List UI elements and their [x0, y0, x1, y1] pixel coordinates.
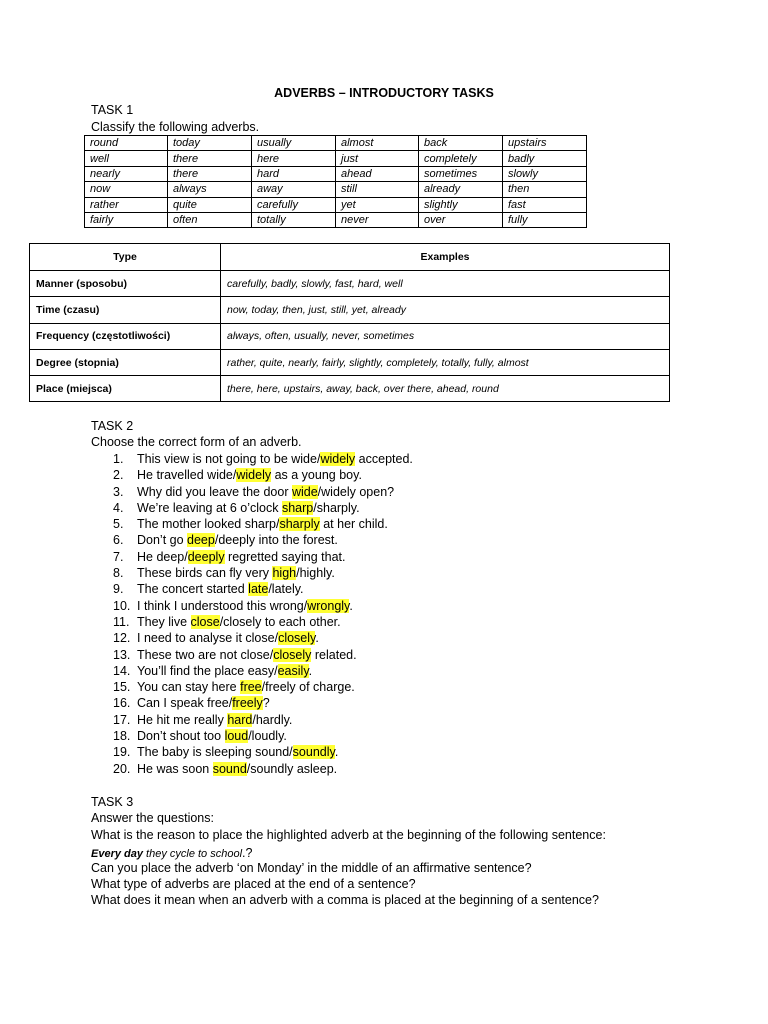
sentence-end: /closely to each other. — [219, 614, 341, 629]
sentence-start: The baby is sleeping sound/ — [137, 745, 293, 760]
task3-instruction: Answer the questions: — [91, 811, 214, 825]
sentence-end: ? — [262, 696, 270, 711]
document-title: ADVERBS – INTRODUCTORY TASKS — [274, 86, 494, 100]
adverb-cell: now — [85, 182, 168, 197]
adverb-grid-row — [85, 182, 587, 197]
adverb-cell: hard — [252, 166, 336, 181]
highlighted-answer: easily — [277, 663, 309, 678]
adverb-cell: just — [336, 151, 419, 166]
exercise-item — [91, 712, 691, 728]
highlighted-answer: loud — [224, 729, 249, 744]
task2-heading: TASK 2 — [91, 419, 134, 433]
exercise-item — [91, 532, 691, 548]
task3-question-3: What type of adverbs are placed at the end of a sentence? — [91, 877, 416, 891]
adverb-cell: round — [85, 136, 168, 151]
exercise-item — [91, 484, 691, 500]
sentence-start: You’ll find the place easy/ — [137, 663, 278, 678]
sentence-end: /lately. — [268, 582, 304, 597]
highlighted-answer: closely — [278, 631, 316, 646]
item-number: 16. — [113, 696, 131, 711]
sentence-end: /loudly. — [248, 729, 287, 744]
highlighted-answer: late — [248, 582, 269, 597]
sentence-start: Don’t shout too — [137, 729, 225, 744]
examples-cell: always, often, usually, never, sometimes — [221, 323, 670, 349]
sentence-start: He hit me really — [137, 712, 228, 727]
adverb-cell: away — [252, 182, 336, 197]
adverb-cell: back — [419, 136, 503, 151]
adverb-cell: rather — [85, 197, 168, 212]
adverb-cell: carefully — [252, 197, 336, 212]
item-number: 8. — [113, 566, 124, 581]
sentence-start: They live — [137, 614, 191, 629]
item-number: 2. — [113, 468, 124, 483]
adverb-cell: usually — [252, 136, 336, 151]
adverb-cell: there — [168, 166, 252, 181]
adverb-cell: always — [168, 182, 252, 197]
sentence-start: Why did you leave the door — [137, 484, 292, 499]
exercise-item — [91, 647, 691, 663]
exercise-item — [91, 581, 691, 597]
adverb-cell: completely — [419, 151, 503, 166]
sentence-end: /highly. — [296, 566, 335, 581]
task3-question-4: What does it mean when an adverb with a comma is placed at the beginning of a sentence? — [91, 893, 599, 907]
sentence-start: These two are not close/ — [137, 647, 274, 662]
sentence-end: /deeply into the forest. — [214, 533, 338, 548]
sentence-start: You can stay here — [137, 680, 241, 695]
type-column-header: Type — [30, 244, 221, 271]
type-cell: Manner (sposobu) — [30, 271, 221, 297]
task3-question-2: Can you place the adverb ‘on Monday’ in the middle of an affirmative sentence? — [91, 861, 532, 875]
sentence-start: He travelled wide/ — [137, 468, 237, 483]
adverb-cell: almost — [336, 136, 419, 151]
adverb-cell: badly — [503, 151, 587, 166]
highlighted-answer: sharp — [281, 500, 314, 515]
sentence-end: . — [308, 663, 313, 678]
sentence-start: I need to analyse it close/ — [137, 631, 279, 646]
type-cell: Frequency (częstotliwości) — [30, 323, 221, 349]
item-number: 3. — [113, 484, 124, 499]
item-number: 6. — [113, 533, 124, 548]
examples-cell: rather, quite, nearly, fairly, slightly, completely, totally, fully, almost — [221, 349, 670, 375]
item-number: 20. — [113, 761, 131, 776]
adverb-grid-row — [85, 166, 587, 181]
adverb-grid-row — [85, 136, 587, 151]
adverb-cell: never — [336, 212, 419, 227]
item-number: 10. — [113, 598, 131, 613]
highlighted-answer: high — [272, 566, 297, 581]
adverb-cell: yet — [336, 197, 419, 212]
sentence-start: He deep/ — [137, 549, 188, 564]
task1-instruction: Classify the following adverbs. — [91, 120, 260, 134]
adverb-cell: over — [419, 212, 503, 227]
adverb-cell: well — [85, 151, 168, 166]
item-number: 12. — [113, 631, 131, 646]
exercise-item — [91, 598, 691, 614]
item-number: 15. — [113, 680, 131, 695]
sentence-start: These birds can fly very — [137, 566, 273, 581]
exercise-item — [91, 663, 691, 679]
highlighted-answer: deeply — [187, 549, 225, 564]
sentence-end: regretted saying that. — [224, 549, 346, 564]
highlighted-answer: hard — [227, 712, 253, 727]
item-number: 17. — [113, 712, 131, 727]
sentence-start: We’re leaving at 6 o’clock — [137, 500, 282, 515]
adverb-cell: upstairs — [503, 136, 587, 151]
item-number: 4. — [113, 500, 124, 515]
sentence-start: He was soon — [137, 761, 213, 776]
highlighted-answer: widely — [320, 452, 356, 466]
adverb-grid-row — [85, 212, 587, 227]
sentence-end: at her child. — [319, 517, 388, 532]
exercise-item — [91, 516, 691, 532]
item-number: 18. — [113, 729, 131, 744]
exercise-item — [91, 614, 691, 630]
item-number: 19. — [113, 745, 131, 760]
adverb-cell: nearly — [85, 166, 168, 181]
sentence-end: as a young boy. — [271, 468, 362, 483]
type-row — [30, 349, 670, 375]
adverb-cell: there — [168, 151, 252, 166]
task2-instruction: Choose the correct form of an adverb. — [91, 435, 302, 449]
task1-heading: TASK 1 — [91, 103, 134, 117]
sentence-start: I think I understood this wrong/ — [137, 598, 308, 613]
highlighted-answer: sharply — [279, 517, 320, 532]
adverb-grid-row — [85, 197, 587, 212]
exercise-item — [91, 630, 691, 646]
highlighted-answer: closely — [273, 647, 312, 662]
exercise-item — [91, 549, 691, 565]
adverb-cell: often — [168, 212, 252, 227]
highlighted-answer: free — [240, 680, 262, 695]
type-row — [30, 297, 670, 323]
item-number: 14. — [113, 663, 131, 678]
example-rest: they cycle to school — [142, 848, 243, 860]
adverb-cell: ahead — [336, 166, 419, 181]
exercise-item — [91, 744, 691, 760]
task3-question-1: What is the reason to place the highlighted adverb at the beginning of the following sentence: — [91, 828, 606, 842]
sentence-end: . — [349, 598, 353, 613]
type-row — [30, 323, 670, 349]
exercise-item — [91, 565, 691, 581]
adverb-cell: slowly — [503, 166, 587, 181]
sentence-end: accepted. — [355, 452, 413, 466]
sentence-end: /hardly. — [252, 712, 293, 727]
sentence-end: . — [334, 745, 339, 760]
adverb-type-table — [29, 243, 670, 402]
sentence-end: /sharply. — [313, 500, 360, 515]
adverb-cell: already — [419, 182, 503, 197]
sentence-start: The mother looked sharp/ — [137, 517, 280, 532]
exercise-item — [91, 695, 691, 711]
highlighted-answer: wrongly — [307, 598, 350, 613]
item-number: 9. — [113, 582, 124, 597]
highlighted-answer: freely — [232, 696, 263, 711]
type-cell: Time (czasu) — [30, 297, 221, 323]
sentence-end: . — [315, 631, 319, 646]
item-number: 13. — [113, 647, 131, 662]
highlighted-answer: deep — [187, 533, 215, 548]
exercise-item — [91, 451, 691, 467]
sentence-start: The concert started — [137, 582, 249, 597]
sentence-end: /widely open? — [317, 484, 395, 499]
example-end: .? — [242, 846, 253, 860]
highlighted-answer: close — [190, 614, 220, 629]
adverb-cell: fairly — [85, 212, 168, 227]
highlighted-adverb: Every day — [91, 848, 143, 860]
item-number: 11. — [113, 614, 130, 629]
task3-heading: TASK 3 — [91, 795, 134, 809]
highlighted-answer: soundly — [292, 745, 335, 760]
adverb-grid — [84, 135, 587, 228]
adverb-cell: still — [336, 182, 419, 197]
exercise-item — [91, 679, 691, 695]
adverb-grid-row — [85, 151, 587, 166]
task2-exercise-list — [91, 451, 691, 777]
highlighted-answer: widely — [236, 468, 272, 483]
task3-example-sentence — [91, 846, 252, 860]
type-row — [30, 376, 670, 402]
highlighted-answer: sound — [212, 761, 247, 776]
exercise-item — [91, 761, 691, 777]
adverb-cell: here — [252, 151, 336, 166]
exercise-item — [91, 500, 691, 516]
type-cell: Place (miejsca) — [30, 376, 221, 402]
item-number: 7. — [113, 549, 124, 564]
exercise-item — [91, 467, 691, 483]
adverb-cell: then — [503, 182, 587, 197]
highlighted-answer: wide — [291, 484, 318, 499]
adverb-cell: fast — [503, 197, 587, 212]
examples-cell: now, today, then, just, still, yet, already — [221, 297, 670, 323]
exercise-item — [91, 728, 691, 744]
adverb-cell: slightly — [419, 197, 503, 212]
examples-column-header: Examples — [221, 244, 670, 271]
adverb-cell: sometimes — [419, 166, 503, 181]
sentence-end: /soundly asleep. — [246, 761, 338, 776]
adverb-cell: today — [168, 136, 252, 151]
sentence-end: related. — [311, 647, 357, 662]
sentence-start: Don’t go — [137, 533, 188, 548]
adverb-cell: quite — [168, 197, 252, 212]
item-number: 5. — [113, 517, 124, 532]
examples-cell: carefully, badly, slowly, fast, hard, well — [221, 271, 670, 297]
type-cell: Degree (stopnia) — [30, 349, 221, 375]
adverb-cell: totally — [252, 212, 336, 227]
sentence-end: /freely of charge. — [261, 680, 355, 695]
sentence-start: This view is not going to be wide/ — [137, 452, 321, 466]
adverb-cell: fully — [503, 212, 587, 227]
item-number: 1. — [113, 452, 124, 466]
sentence-start: Can I speak free/ — [137, 696, 233, 711]
examples-cell: there, here, upstairs, away, back, over there, ahead, round — [221, 376, 670, 402]
type-row — [30, 271, 670, 297]
